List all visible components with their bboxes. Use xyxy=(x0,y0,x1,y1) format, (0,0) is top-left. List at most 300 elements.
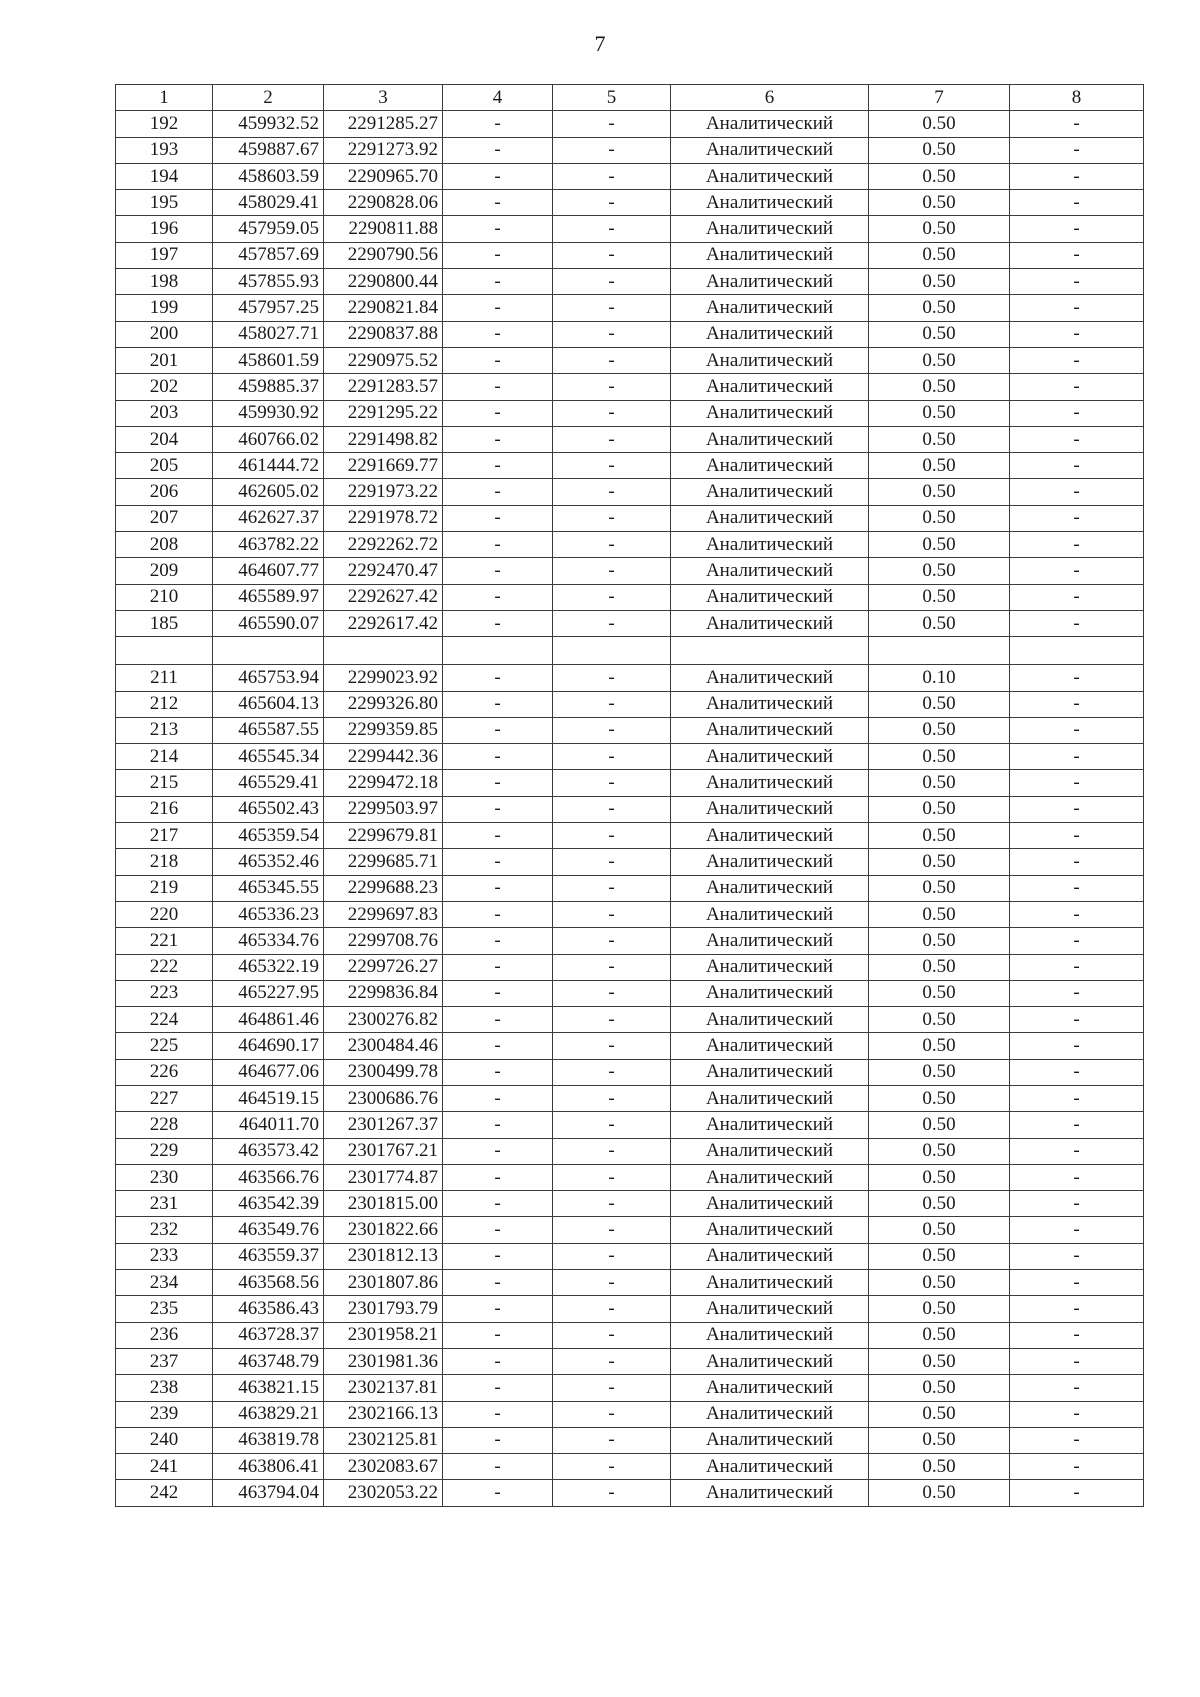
table-cell-col-6: Аналитический xyxy=(671,901,869,927)
table-cell-col-3: 2290828.06 xyxy=(324,190,443,216)
table-cell-col-8: - xyxy=(1010,479,1144,505)
table-cell-col-5: - xyxy=(553,532,671,558)
table-cell-col-4: - xyxy=(443,954,553,980)
table-row xyxy=(116,1191,1144,1217)
table-cell-col-6: Аналитический xyxy=(671,849,869,875)
table-cell-col-8: - xyxy=(1010,1454,1144,1480)
table-cell-col-1: 200 xyxy=(116,321,213,347)
table-cell-col-2: 465545.34 xyxy=(213,744,324,770)
table-cell-col-4: - xyxy=(443,1007,553,1033)
table-cell-col-1: 228 xyxy=(116,1112,213,1138)
table-cell-col-2: 465359.54 xyxy=(213,823,324,849)
table-cell-col-3: 2291283.57 xyxy=(324,374,443,400)
table-row xyxy=(116,1138,1144,1164)
table-cell-col-5: - xyxy=(553,584,671,610)
table-cell-col-7: 0.10 xyxy=(869,665,1010,691)
table-cell-col-5: - xyxy=(553,1243,671,1269)
table-cell-col-4: - xyxy=(443,505,553,531)
table-row xyxy=(116,111,1144,137)
table-cell-col-1: 240 xyxy=(116,1427,213,1453)
table-cell-col-1: 206 xyxy=(116,479,213,505)
table-cell-col-1: 211 xyxy=(116,665,213,691)
table-cell-col-4: - xyxy=(443,691,553,717)
table-cell-col-8: - xyxy=(1010,610,1144,636)
table-cell-col-8: - xyxy=(1010,1033,1144,1059)
table-cell-col-2: 463586.43 xyxy=(213,1296,324,1322)
table-cell-col-7: 0.50 xyxy=(869,849,1010,875)
table-cell-col-7: 0.50 xyxy=(869,426,1010,452)
table-cell-col-2: 463794.04 xyxy=(213,1480,324,1506)
table-cell-col-3: 2291973.22 xyxy=(324,479,443,505)
table-cell-col-5: - xyxy=(553,849,671,875)
table-cell-col-8: - xyxy=(1010,796,1144,822)
table-cell-col-8: - xyxy=(1010,1270,1144,1296)
table-cell-col-1: 232 xyxy=(116,1217,213,1243)
table-row xyxy=(116,1217,1144,1243)
table-cell-col-4: - xyxy=(443,216,553,242)
table-cell-col-3: 2302053.22 xyxy=(324,1480,443,1506)
table-cell-col-5: - xyxy=(553,558,671,584)
table-cell-col-3: 2291978.72 xyxy=(324,505,443,531)
table-cell-col-4: - xyxy=(443,1217,553,1243)
table-cell-col-6: Аналитический xyxy=(671,1322,869,1348)
table-cell-col-7: 0.50 xyxy=(869,1427,1010,1453)
table-cell-col-8: - xyxy=(1010,1217,1144,1243)
table-cell-col-3: 2302083.67 xyxy=(324,1454,443,1480)
table-cell-col-5: - xyxy=(553,111,671,137)
table-body xyxy=(116,111,1144,1506)
table-row xyxy=(116,295,1144,321)
table-cell-col-5: - xyxy=(553,691,671,717)
table-cell-col-5: - xyxy=(553,1191,671,1217)
table-cell-col-8: - xyxy=(1010,111,1144,137)
table-cell-col-2: 463782.22 xyxy=(213,532,324,558)
table-cell-col-1 xyxy=(116,637,213,665)
table-cell-col-3: 2299472.18 xyxy=(324,770,443,796)
table-cell-col-4: - xyxy=(443,1427,553,1453)
table-cell-col-6: Аналитический xyxy=(671,190,869,216)
table-cell-col-1: 203 xyxy=(116,400,213,426)
table-cell-col-6: Аналитический xyxy=(671,426,869,452)
table-cell-col-1: 216 xyxy=(116,796,213,822)
table-row xyxy=(116,823,1144,849)
table-cell-col-2: 459885.37 xyxy=(213,374,324,400)
table-cell-col-5: - xyxy=(553,901,671,927)
table-cell-col-6: Аналитический xyxy=(671,1059,869,1085)
table-cell-col-2: 465587.55 xyxy=(213,717,324,743)
table-row xyxy=(116,1480,1144,1506)
table-cell-col-7: 0.50 xyxy=(869,111,1010,137)
table-cell-col-1: 210 xyxy=(116,584,213,610)
table-cell-col-2: 464861.46 xyxy=(213,1007,324,1033)
table-cell-col-1: 219 xyxy=(116,875,213,901)
table-cell-col-1: 185 xyxy=(116,610,213,636)
table-cell-col-3: 2301815.00 xyxy=(324,1191,443,1217)
table-cell-col-2: 458601.59 xyxy=(213,347,324,373)
table-cell-col-7: 0.50 xyxy=(869,347,1010,373)
table-cell-col-5: - xyxy=(553,770,671,796)
table-cell-col-2: 459887.67 xyxy=(213,137,324,163)
table-cell-col-8: - xyxy=(1010,1112,1144,1138)
table-cell-col-2: 464690.17 xyxy=(213,1033,324,1059)
table-cell-col-3: 2299503.97 xyxy=(324,796,443,822)
table-cell-col-4: - xyxy=(443,901,553,927)
table-cell-col-4: - xyxy=(443,1296,553,1322)
table-cell-col-6: Аналитический xyxy=(671,216,869,242)
table-cell-col-5: - xyxy=(553,796,671,822)
table-row xyxy=(116,479,1144,505)
table-row xyxy=(116,954,1144,980)
table-cell-col-8: - xyxy=(1010,1164,1144,1190)
table-row xyxy=(116,875,1144,901)
table-cell-col-7: 0.50 xyxy=(869,400,1010,426)
header-col-6: 6 xyxy=(671,85,869,111)
table-cell-col-1: 229 xyxy=(116,1138,213,1164)
table-cell-col-2: 457957.25 xyxy=(213,295,324,321)
table-cell-col-6: Аналитический xyxy=(671,347,869,373)
table-cell-col-2: 462627.37 xyxy=(213,505,324,531)
table-cell-col-3 xyxy=(324,637,443,665)
table-cell-col-7: 0.50 xyxy=(869,796,1010,822)
table-cell-col-3: 2291669.77 xyxy=(324,453,443,479)
table-cell-col-5: - xyxy=(553,163,671,189)
table-cell-col-1: 207 xyxy=(116,505,213,531)
table-cell-col-7: 0.50 xyxy=(869,928,1010,954)
table-cell-col-8: - xyxy=(1010,347,1144,373)
table-cell-col-3: 2300686.76 xyxy=(324,1085,443,1111)
table-cell-col-1: 230 xyxy=(116,1164,213,1190)
table-cell-col-6: Аналитический xyxy=(671,1296,869,1322)
table-cell-col-3: 2299023.92 xyxy=(324,665,443,691)
table-cell-col-3: 2302166.13 xyxy=(324,1401,443,1427)
table-cell-col-3: 2299836.84 xyxy=(324,980,443,1006)
table-cell-col-5: - xyxy=(553,1427,671,1453)
table-cell-col-3: 2301981.36 xyxy=(324,1348,443,1374)
table-cell-col-4: - xyxy=(443,1164,553,1190)
table-cell-col-8: - xyxy=(1010,1243,1144,1269)
table-cell-col-4: - xyxy=(443,665,553,691)
table-cell-col-5: - xyxy=(553,269,671,295)
table-cell-col-6: Аналитический xyxy=(671,1270,869,1296)
table-cell-col-8: - xyxy=(1010,453,1144,479)
table-cell-col-7: 0.50 xyxy=(869,1085,1010,1111)
table-cell-col-3: 2299688.23 xyxy=(324,875,443,901)
table-cell-col-2: 460766.02 xyxy=(213,426,324,452)
table-cell-col-1: 215 xyxy=(116,770,213,796)
table-cell-col-1: 224 xyxy=(116,1007,213,1033)
table-cell-col-5: - xyxy=(553,242,671,268)
table-cell-col-8: - xyxy=(1010,665,1144,691)
table-cell-col-8: - xyxy=(1010,1296,1144,1322)
table-cell-col-6: Аналитический xyxy=(671,928,869,954)
table-cell-col-5: - xyxy=(553,875,671,901)
table-cell-col-6: Аналитический xyxy=(671,875,869,901)
table-cell-col-2: 465334.76 xyxy=(213,928,324,954)
table-cell-col-7: 0.50 xyxy=(869,954,1010,980)
table-row xyxy=(116,717,1144,743)
table-cell-col-2: 457857.69 xyxy=(213,242,324,268)
table-cell-col-7: 0.50 xyxy=(869,1112,1010,1138)
table-cell-col-6: Аналитический xyxy=(671,400,869,426)
table-cell-col-1: 222 xyxy=(116,954,213,980)
table-cell-col-7: 0.50 xyxy=(869,875,1010,901)
table-cell-col-8: - xyxy=(1010,1480,1144,1506)
table-cell-col-3: 2290965.70 xyxy=(324,163,443,189)
table-cell-col-7: 0.50 xyxy=(869,190,1010,216)
table-row xyxy=(116,1401,1144,1427)
header-col-4: 4 xyxy=(443,85,553,111)
table-cell-col-6: Аналитический xyxy=(671,1427,869,1453)
table-cell-col-5: - xyxy=(553,928,671,954)
table-cell-col-8: - xyxy=(1010,901,1144,927)
table-cell-col-6: Аналитический xyxy=(671,137,869,163)
table-row xyxy=(116,691,1144,717)
table-cell-col-6: Аналитический xyxy=(671,1138,869,1164)
table-cell-col-1: 242 xyxy=(116,1480,213,1506)
table-cell-col-3: 2300484.46 xyxy=(324,1033,443,1059)
table-cell-col-5: - xyxy=(553,1112,671,1138)
table-row xyxy=(116,1243,1144,1269)
table-cell-col-3: 2301267.37 xyxy=(324,1112,443,1138)
table-cell-col-7: 0.50 xyxy=(869,505,1010,531)
table-cell-col-1: 238 xyxy=(116,1375,213,1401)
table-cell-col-8: - xyxy=(1010,269,1144,295)
table-cell-col-1: 212 xyxy=(116,691,213,717)
table-cell-col-3: 2299359.85 xyxy=(324,717,443,743)
table-cell-col-1: 241 xyxy=(116,1454,213,1480)
table-cell-col-1: 202 xyxy=(116,374,213,400)
table-cell-col-2: 464519.15 xyxy=(213,1085,324,1111)
table-cell-col-2: 465589.97 xyxy=(213,584,324,610)
table-cell-col-7: 0.50 xyxy=(869,584,1010,610)
table-cell-col-2: 463549.76 xyxy=(213,1217,324,1243)
table-cell-col-3: 2301767.21 xyxy=(324,1138,443,1164)
table-cell-col-8: - xyxy=(1010,190,1144,216)
table-cell-col-5: - xyxy=(553,374,671,400)
table-cell-col-8: - xyxy=(1010,558,1144,584)
table-row xyxy=(116,1059,1144,1085)
table-cell-col-1: 193 xyxy=(116,137,213,163)
table-cell-col-4: - xyxy=(443,980,553,1006)
table-cell-col-4: - xyxy=(443,532,553,558)
table-row xyxy=(116,1454,1144,1480)
table-cell-col-5: - xyxy=(553,823,671,849)
table-cell-col-6 xyxy=(671,637,869,665)
table-cell-col-3: 2299326.80 xyxy=(324,691,443,717)
table-row xyxy=(116,137,1144,163)
table-cell-col-5: - xyxy=(553,321,671,347)
table-cell-col-2: 463568.56 xyxy=(213,1270,324,1296)
table-cell-col-8: - xyxy=(1010,1138,1144,1164)
table-cell-col-6: Аналитический xyxy=(671,295,869,321)
table-row xyxy=(116,1033,1144,1059)
header-row xyxy=(116,85,1144,111)
table-cell-col-7: 0.50 xyxy=(869,901,1010,927)
table-cell-col-4: - xyxy=(443,1480,553,1506)
table-cell-col-2: 463728.37 xyxy=(213,1322,324,1348)
table-cell-col-2: 458029.41 xyxy=(213,190,324,216)
table-cell-col-8: - xyxy=(1010,426,1144,452)
table-cell-col-8: - xyxy=(1010,744,1144,770)
table-cell-col-1: 192 xyxy=(116,111,213,137)
table-cell-col-3: 2291285.27 xyxy=(324,111,443,137)
table-cell-col-6: Аналитический xyxy=(671,665,869,691)
table-cell-col-6: Аналитический xyxy=(671,505,869,531)
table-cell-col-3: 2290811.88 xyxy=(324,216,443,242)
table-cell-col-4: - xyxy=(443,1033,553,1059)
table-cell-col-5: - xyxy=(553,1059,671,1085)
table-row xyxy=(116,190,1144,216)
table-cell-col-7: 0.50 xyxy=(869,610,1010,636)
table-cell-col-4: - xyxy=(443,321,553,347)
header-col-1: 1 xyxy=(116,85,213,111)
table-row xyxy=(116,770,1144,796)
table-cell-col-4: - xyxy=(443,875,553,901)
table-cell-col-6: Аналитический xyxy=(671,269,869,295)
table-row xyxy=(116,980,1144,1006)
table-cell-col-5: - xyxy=(553,1375,671,1401)
table-cell-col-8: - xyxy=(1010,242,1144,268)
table-cell-col-2: 462605.02 xyxy=(213,479,324,505)
table-cell-col-8: - xyxy=(1010,216,1144,242)
table-cell-col-4: - xyxy=(443,1270,553,1296)
header-col-2: 2 xyxy=(213,85,324,111)
table-row xyxy=(116,1085,1144,1111)
table-row xyxy=(116,505,1144,531)
table-cell-col-7: 0.50 xyxy=(869,1007,1010,1033)
table-cell-col-2: 465590.07 xyxy=(213,610,324,636)
table-cell-col-2: 463821.15 xyxy=(213,1375,324,1401)
table-cell-col-6: Аналитический xyxy=(671,1191,869,1217)
table-cell-col-3: 2302125.81 xyxy=(324,1427,443,1453)
table-cell-col-7: 0.50 xyxy=(869,137,1010,163)
table-cell-col-4: - xyxy=(443,347,553,373)
table-cell-col-7: 0.50 xyxy=(869,1033,1010,1059)
table-cell-col-4: - xyxy=(443,163,553,189)
table-cell-col-4: - xyxy=(443,1138,553,1164)
table-cell-col-6: Аналитический xyxy=(671,770,869,796)
table-cell-col-4: - xyxy=(443,823,553,849)
table-cell-col-2: 464607.77 xyxy=(213,558,324,584)
table-cell-col-6: Аналитический xyxy=(671,111,869,137)
table-cell-col-7: 0.50 xyxy=(869,242,1010,268)
table-cell-col-8: - xyxy=(1010,400,1144,426)
table-cell-col-2: 465529.41 xyxy=(213,770,324,796)
table-cell-col-4: - xyxy=(443,242,553,268)
table-row xyxy=(116,1322,1144,1348)
table-cell-col-1: 213 xyxy=(116,717,213,743)
table-cell-col-1: 221 xyxy=(116,928,213,954)
table-cell-col-6: Аналитический xyxy=(671,1217,869,1243)
table-cell-col-6: Аналитический xyxy=(671,980,869,1006)
table-cell-col-4: - xyxy=(443,1112,553,1138)
table-cell-col-5: - xyxy=(553,1322,671,1348)
table-row xyxy=(116,321,1144,347)
table-cell-col-2: 461444.72 xyxy=(213,453,324,479)
table-cell-col-1: 218 xyxy=(116,849,213,875)
table-cell-col-1: 195 xyxy=(116,190,213,216)
table-cell-col-2: 463819.78 xyxy=(213,1427,324,1453)
table-cell-col-1: 199 xyxy=(116,295,213,321)
table-cell-col-3: 2292262.72 xyxy=(324,532,443,558)
table-cell-col-1: 198 xyxy=(116,269,213,295)
table-row xyxy=(116,347,1144,373)
table-cell-col-7 xyxy=(869,637,1010,665)
table-cell-col-8 xyxy=(1010,637,1144,665)
table-cell-col-6: Аналитический xyxy=(671,1454,869,1480)
table-cell-col-3: 2301812.13 xyxy=(324,1243,443,1269)
table-cell-col-6: Аналитический xyxy=(671,1085,869,1111)
table-cell-col-5: - xyxy=(553,1401,671,1427)
table-cell-col-1: 209 xyxy=(116,558,213,584)
table-cell-col-8: - xyxy=(1010,1427,1144,1453)
table-cell-col-8: - xyxy=(1010,374,1144,400)
table-cell-col-5: - xyxy=(553,1270,671,1296)
table-cell-col-1: 237 xyxy=(116,1348,213,1374)
table-cell-col-7: 0.50 xyxy=(869,1480,1010,1506)
table-cell-col-2: 465604.13 xyxy=(213,691,324,717)
table-cell-col-8: - xyxy=(1010,691,1144,717)
table-cell-col-4: - xyxy=(443,426,553,452)
table-cell-col-3: 2299685.71 xyxy=(324,849,443,875)
table-cell-col-6: Аналитический xyxy=(671,584,869,610)
table-header xyxy=(116,85,1144,111)
table-cell-col-6: Аналитический xyxy=(671,1375,869,1401)
table-cell-col-7: 0.50 xyxy=(869,823,1010,849)
table-cell-col-1: 231 xyxy=(116,1191,213,1217)
table-row xyxy=(116,1348,1144,1374)
table-cell-col-4: - xyxy=(443,717,553,743)
table-cell-col-4: - xyxy=(443,1191,553,1217)
table-row xyxy=(116,426,1144,452)
table-cell-col-7: 0.50 xyxy=(869,1348,1010,1374)
table-cell-col-5: - xyxy=(553,400,671,426)
table-cell-col-5: - xyxy=(553,1033,671,1059)
table-cell-col-5: - xyxy=(553,954,671,980)
table-cell-col-7: 0.50 xyxy=(869,479,1010,505)
table-cell-col-4: - xyxy=(443,849,553,875)
table-cell-col-1: 194 xyxy=(116,163,213,189)
table-cell-col-6: Аналитический xyxy=(671,691,869,717)
table-row xyxy=(116,163,1144,189)
table-cell-col-3: 2299708.76 xyxy=(324,928,443,954)
table-row xyxy=(116,584,1144,610)
table-cell-col-1: 208 xyxy=(116,532,213,558)
table-cell-col-1: 236 xyxy=(116,1322,213,1348)
table-cell-col-6: Аналитический xyxy=(671,744,869,770)
table-cell-col-5: - xyxy=(553,1164,671,1190)
table-row xyxy=(116,744,1144,770)
table-cell-col-1: 227 xyxy=(116,1085,213,1111)
table-cell-col-3: 2292627.42 xyxy=(324,584,443,610)
table-row xyxy=(116,901,1144,927)
table-row xyxy=(116,928,1144,954)
table-cell-col-5: - xyxy=(553,1138,671,1164)
table-cell-col-6: Аналитический xyxy=(671,1480,869,1506)
table-cell-col-8: - xyxy=(1010,1085,1144,1111)
table-cell-col-7: 0.50 xyxy=(869,374,1010,400)
table-cell-col-3: 2302137.81 xyxy=(324,1375,443,1401)
table-cell-col-3: 2299442.36 xyxy=(324,744,443,770)
table-row xyxy=(116,269,1144,295)
table-row xyxy=(116,665,1144,691)
table-cell-col-5: - xyxy=(553,479,671,505)
table-cell-col-1: 204 xyxy=(116,426,213,452)
table-cell-col-6: Аналитический xyxy=(671,1112,869,1138)
table-cell-col-5: - xyxy=(553,505,671,531)
table-cell-col-2: 459930.92 xyxy=(213,400,324,426)
table-cell-col-6: Аналитический xyxy=(671,1243,869,1269)
